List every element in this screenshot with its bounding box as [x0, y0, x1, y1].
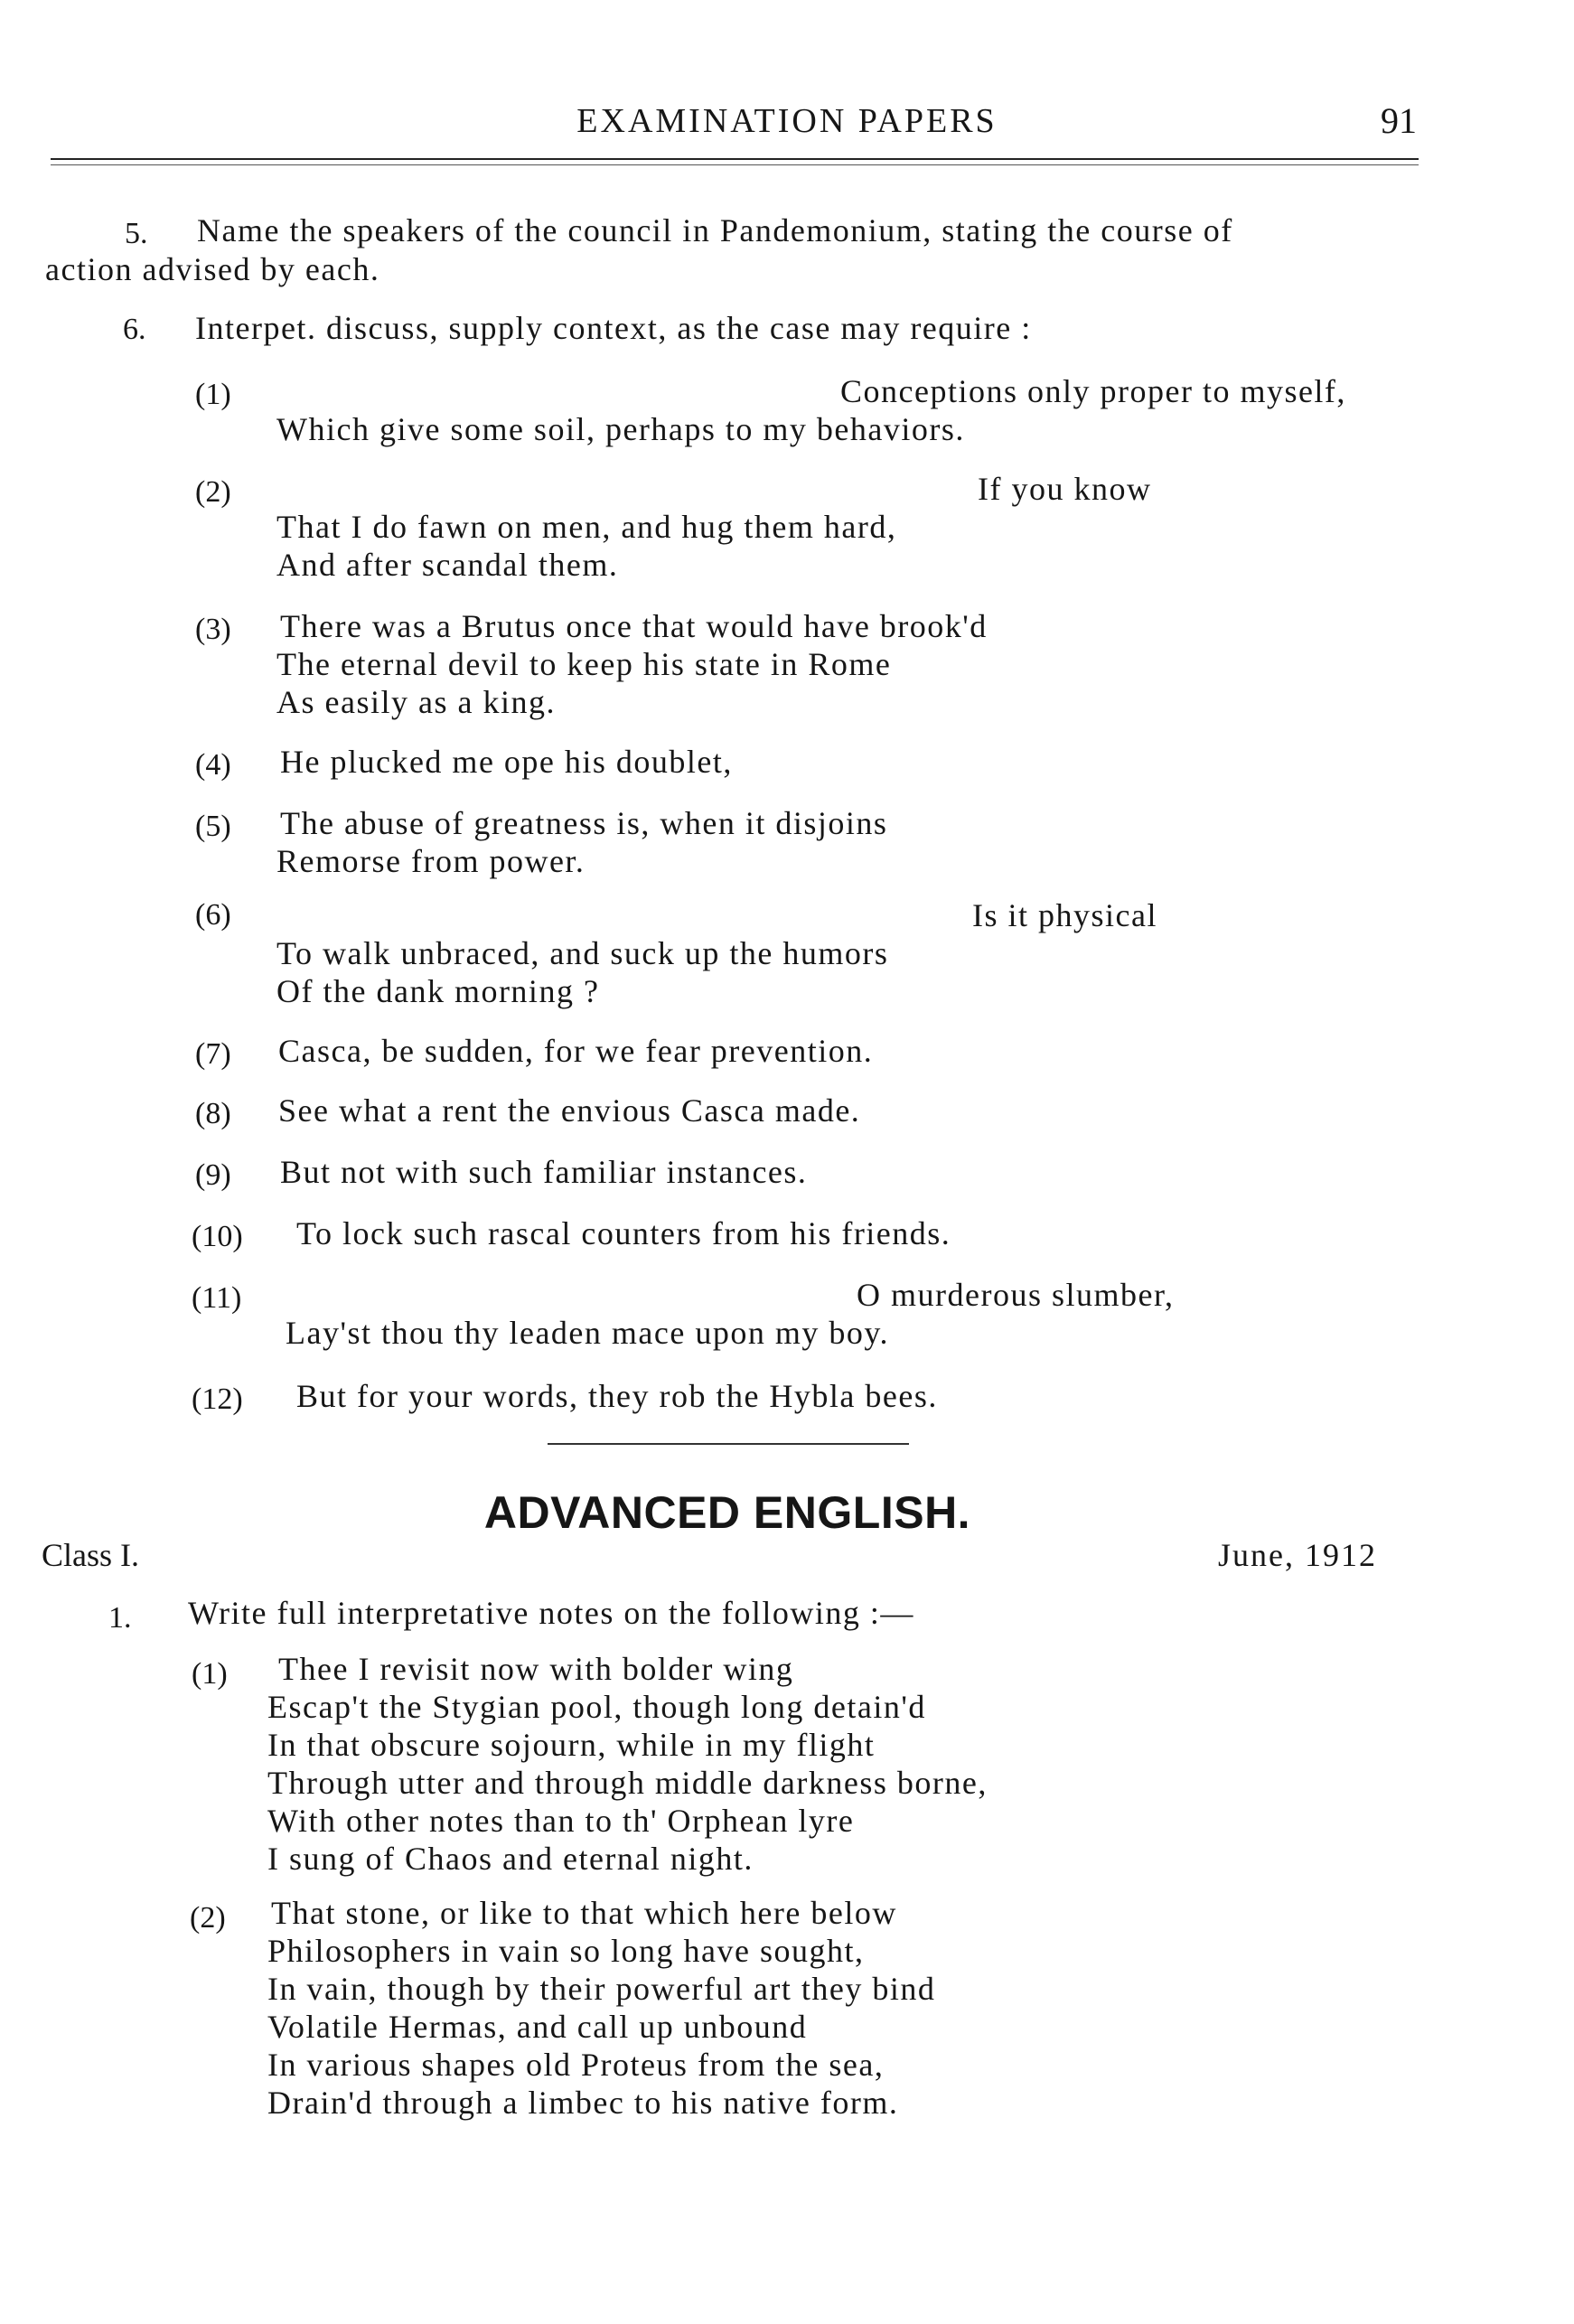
question-5-line-2: action advised by each.: [45, 251, 380, 287]
quote-line: Which give some soil, perhaps to my behaviors.: [276, 411, 965, 447]
quote-line: O murderous slumber,: [857, 1277, 1175, 1313]
item-number: (7): [195, 1037, 231, 1071]
quote-line: If you know: [978, 471, 1152, 507]
item-number: (12): [192, 1382, 243, 1416]
item-number: (1): [192, 1657, 228, 1691]
item-number: (2): [190, 1901, 226, 1935]
quote-line: He plucked me ope his doublet,: [280, 744, 733, 780]
class-label: Class I.: [42, 1537, 139, 1573]
quote-line: But for your words, they rob the Hybla bees.: [296, 1378, 938, 1414]
quote-line: Is it physical: [972, 897, 1157, 933]
quote-line: In various shapes old Proteus from the sea,: [267, 2047, 885, 2083]
quote-line: Philosophers in vain so long have sought,: [267, 1933, 865, 1969]
quote-line: See what a rent the envious Casca made.: [278, 1092, 861, 1129]
item-number: (10): [192, 1220, 243, 1253]
item-number: (9): [195, 1158, 231, 1192]
quote-line: That stone, or like to that which here below: [271, 1895, 897, 1931]
quote-line: As easily as a king.: [276, 684, 556, 720]
item-number: (11): [192, 1281, 242, 1315]
quote-line: Drain'd through a limbec to his native form.: [267, 2085, 899, 2121]
quote-line: Casca, be sudden, for we fear prevention.: [278, 1033, 874, 1069]
quote-line: Escap't the Stygian pool, though long detain'd: [267, 1689, 926, 1725]
quote-line: To lock such rascal counters from his friends.: [296, 1215, 951, 1251]
quote-line: With other notes than to th' Orphean lyre: [267, 1803, 855, 1839]
quote-line: The eternal devil to keep his state in Rome: [276, 646, 892, 682]
quote-line: I sung of Chaos and eternal night.: [267, 1841, 754, 1877]
item-number: (6): [195, 898, 231, 932]
quote-line: That I do fawn on men, and hug them hard,: [276, 509, 897, 545]
item-number: (4): [195, 748, 231, 782]
quote-line: And after scandal them.: [276, 547, 619, 583]
item-number: (5): [195, 810, 231, 843]
quote-line: In that obscure sojourn, while in my flight: [267, 1727, 876, 1763]
header-rule: [51, 158, 1419, 160]
section-title: ADVANCED ENGLISH.: [483, 1487, 971, 1538]
exam-date: June, 1912: [1218, 1537, 1377, 1573]
item-number: (1): [195, 378, 231, 411]
question-1-text: Write full interpretative notes on the following :—: [188, 1595, 914, 1631]
running-head: EXAMINATION PAPERS: [576, 102, 998, 140]
quote-line: Of the dank morning ?: [276, 973, 600, 1009]
question-5-line-1: Name the speakers of the council in Pandemonium, stating the course of: [197, 212, 1233, 248]
quote-line: Through utter and through middle darkness borne,: [267, 1765, 988, 1801]
question-5-number: 5.: [125, 217, 148, 250]
question-6-number: 6.: [123, 313, 146, 346]
quote-line: Remorse from power.: [276, 843, 586, 879]
item-number: (3): [195, 613, 231, 646]
quote-line: The abuse of greatness is, when it disjoins: [280, 805, 888, 841]
question-6-text: Interpet. discuss, supply context, as the case may require :: [195, 310, 1032, 346]
item-number: (8): [195, 1097, 231, 1130]
quote-line: In vain, though by their powerful art they bind: [267, 1971, 936, 2007]
quote-line: Volatile Hermas, and call up unbound: [267, 2009, 808, 2045]
quote-line: But not with such familiar instances.: [280, 1154, 808, 1190]
page-number: 91: [1381, 100, 1417, 141]
question-1-number: 1.: [108, 1601, 132, 1635]
quote-line: Thee I revisit now with bolder wing: [278, 1651, 794, 1687]
section-divider: [548, 1443, 909, 1445]
header-rule-thin: [51, 164, 1419, 165]
item-number: (2): [195, 475, 231, 509]
quote-line: There was a Brutus once that would have brook'd: [280, 608, 988, 644]
quote-line: To walk unbraced, and suck up the humors: [276, 935, 889, 971]
quote-line: Conceptions only proper to myself,: [840, 373, 1346, 409]
quote-line: Lay'st thou thy leaden mace upon my boy.: [286, 1315, 890, 1351]
